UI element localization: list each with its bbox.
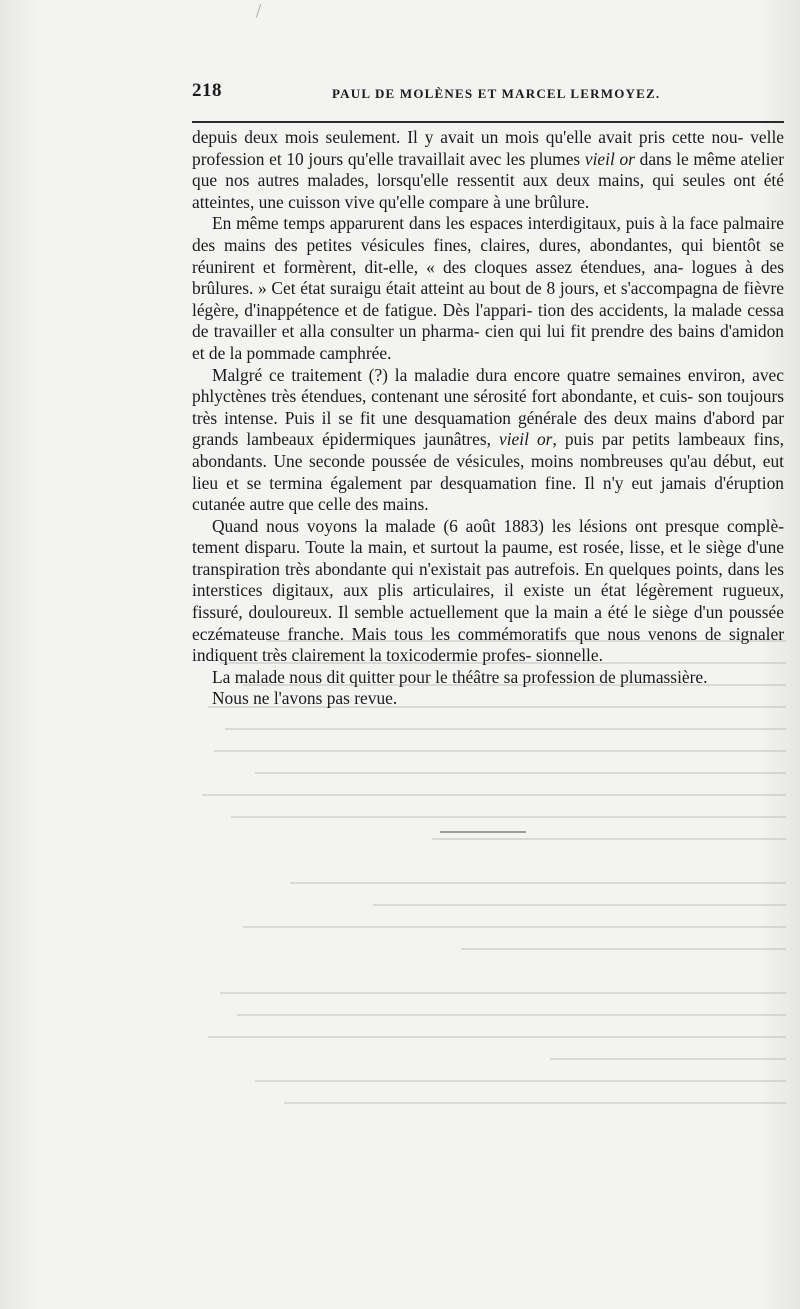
show-through-text bbox=[196, 640, 786, 1160]
paragraph-1: depuis deux mois seulement. Il y avait un mois qu'elle avait pris cette nou- velle profession et 10 jours qu'elle travaillait avec les plumes vieil or dans le même atelier que nos autres malades, lorsqu'elle ressentit aux deux mains, qui seules ont été atteintes, une cuisson vive qu'elle compare à une brûlure. bbox=[192, 127, 784, 212]
header-rule bbox=[192, 121, 784, 123]
page-header bbox=[192, 80, 784, 104]
body-text bbox=[192, 127, 784, 710]
paragraph-5: La malade nous dit quitter pour le théâtre sa profession de plumassière. bbox=[212, 666, 708, 687]
paragraph-2: En même temps apparurent dans les espaces interdigitaux, puis à la face palmaire des mains des petites vésicules fines, claires, dures, abondantes, qui bientôt se réunirent et formèrent, dit-elle, « des cloques assez étendues, ana- logues à des brûlures. » Cet état suraigu était atteint au bout de 8 jours, et s'accompagna de fièvre légère, d'inappétence et de fatigue. Dès l'appari- tion des accidents, la malade cessa de travailler et alla consulter un pharma- cien qui lui fit prendre des bains d'amidon et de la pommade camphrée. bbox=[192, 213, 784, 363]
page-number: 218 bbox=[192, 80, 222, 101]
margin-pencil-mark bbox=[256, 4, 261, 18]
paragraph-6: Nous ne l'avons pas revue. bbox=[212, 688, 398, 709]
show-through-rule bbox=[440, 831, 526, 833]
paragraph-3: Malgré ce traitement (?) la maladie dura encore quatre semaines environ, avec phlyctènes très étendues, contenant une sérosité fort abondante, et cuis- son toujours très intense. Puis il se fit une desquamation générale des deux mains d'abord par grands lambeaux épidermiques jaunâtres, vieil or, puis par petits lambeaux fins, abondants. Une seconde poussée de vésicules, moins nombreuses qu'au début, eut lieu et se termina également par desquamation fine. Il n'y eut jamais d'éruption cutanée autre que celle des mains. bbox=[192, 364, 784, 515]
italic-term: vieil or bbox=[499, 429, 553, 450]
paragraph-4: Quand nous voyons la malade (6 août 1883) les lésions ont presque complè- tement disparu. Toute la main, et surtout la paume, est rosée, lisse, et le siège d'une transpiration très abondante qui n'existait pas autrefois. En quelques points, dans les interstices digitaux, aux plis articulaires, il existe un état légèrement rugueux, fissuré, douloureux. Il semble actuellement que la main a été le siège d'un poussée eczémateuse franche. Mais tous les commémoratifs que nous venons de signaler indiquent très clairement la toxicodermie profes- sionnelle. bbox=[192, 515, 784, 666]
italic-term: vieil or bbox=[584, 148, 635, 169]
running-head: PAUL DE MOLÈNES ET MARCEL LERMOYEZ. bbox=[332, 86, 661, 101]
